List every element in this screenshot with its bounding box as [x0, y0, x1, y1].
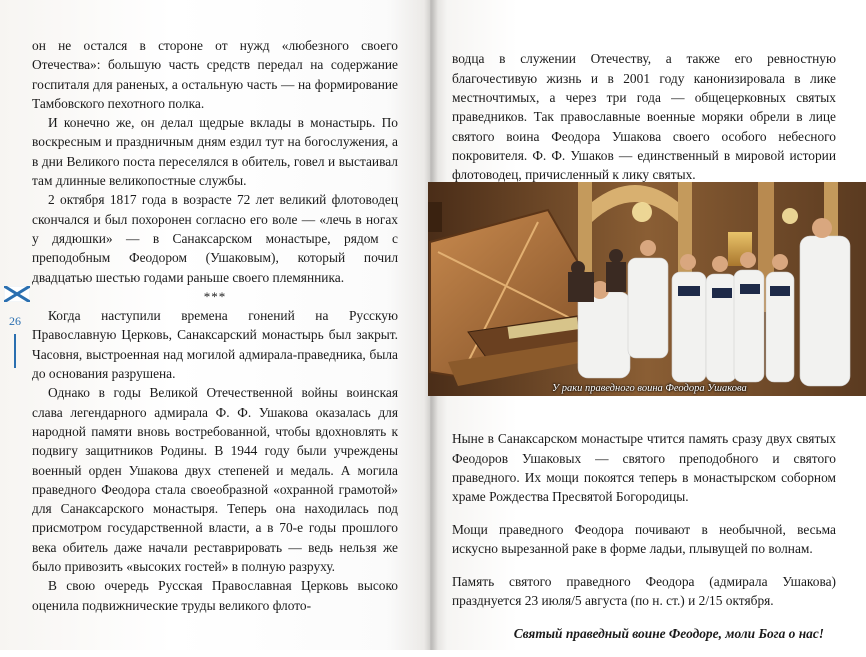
- photo-relics-reliquary: [428, 182, 866, 396]
- photo-illustration: [428, 182, 866, 396]
- paragraph: Память святого праведного Феодора (адмирала Ушакова) празднуется 23 июля/5 августа (по н. ст.) и 2/15 октября.: [452, 573, 836, 609]
- right-text-column-top: [452, 36, 836, 198]
- paragraph: В свою очередь Русская Православная Церковь высоко оценила подвижнические труды великого флото-: [32, 578, 398, 613]
- paragraph: водца в служении Отечеству, а также его ревностную благочестивую жизнь и в 2001 году канонизировала в лике местночтимых, а через три года — общецерковных святых праведников. Так православные военные моряки обрели в лице святого воина Феодора Ушакова своего особого небесного покровителя. Ф. Ф. Ушаков — единственный в мировой истории флотоводец, причисленный к лику святых.: [452, 51, 836, 183]
- photo-caption: У раки праведного воина Феодора Ушакова: [552, 383, 747, 394]
- prayer-line: Святый праведный воине Феодоре, моли Бога о нас!: [513, 625, 824, 641]
- paragraph: И конечно же, он делал щедрые вклады в монастырь. По воскресным и праздничным дням ездил тут на богослужения, а в дни Великого поста переселялся в обитель, говел и выстаивал там длинные великопостные службы.: [32, 115, 398, 189]
- page-margin-rule: [14, 334, 16, 368]
- paragraph: Мощи праведного Феодора почивают в необычной, весьма искусно вырезанной раке в форме ладьи, плывущей по волнам.: [452, 521, 836, 557]
- st-andrew-flag-icon: [4, 286, 30, 302]
- left-text-column: [32, 36, 398, 615]
- section-separator: ***: [203, 288, 227, 304]
- paragraph: он не остался в стороне от нужд «любезного своего Отечества»: большую часть средств передал на содержание госпиталя для раненых, а остальную часть — на формирование Тамбовского пехотного полка.: [32, 38, 398, 111]
- right-text-column-bottom: [452, 416, 836, 657]
- paragraph: Однако в годы Великой Отечественной войны воинская слава легендарного адмирала Ф. Ф. Ушакова оказалась для народной памяти вновь востребованной, чтобы вдохновлять к подвигу защитников Родины. В 1944 году были учреждены военный орден Ушакова двух степеней и медаль. А могила праведного Феодора стала своеобразной «охранной грамотой» для Санаксарского монастыря. Теперь она находилась под присмотром государственной власти, а в 70-е годы прошлого века обитель даже начали реставрировать — ведь нельзя же было привозить «высоких гостей» в полную разруху.: [32, 385, 398, 575]
- paragraph: 2 октября 1817 года в возрасте 72 лет великий флотоводец скончался и был похоронен согласно его воле — «лечь в ногах у дядюшки» — в Санаксарском монастыре, рядом с преподобным Феодором (Ушаковым), который почил двадцатью шестью годами раньше своего племянника.: [32, 192, 398, 285]
- paragraph: Когда наступили времена гонений на Русскую Православную Церковь, Санаксарский монастырь был закрыт. Часовня, выстроенная над могилой адмирала-праведника, была до основания разрушена.: [32, 308, 398, 382]
- page-number: 26: [9, 314, 21, 328]
- paragraph: Ныне в Санаксарском монастыре чтится память сразу двух святых Феодоров Ушаковых — святого преподобного и святого праведного. Их мощи покоятся теперь в монастырском соборном храме Рождества Пресвятой Богородицы.: [452, 431, 836, 505]
